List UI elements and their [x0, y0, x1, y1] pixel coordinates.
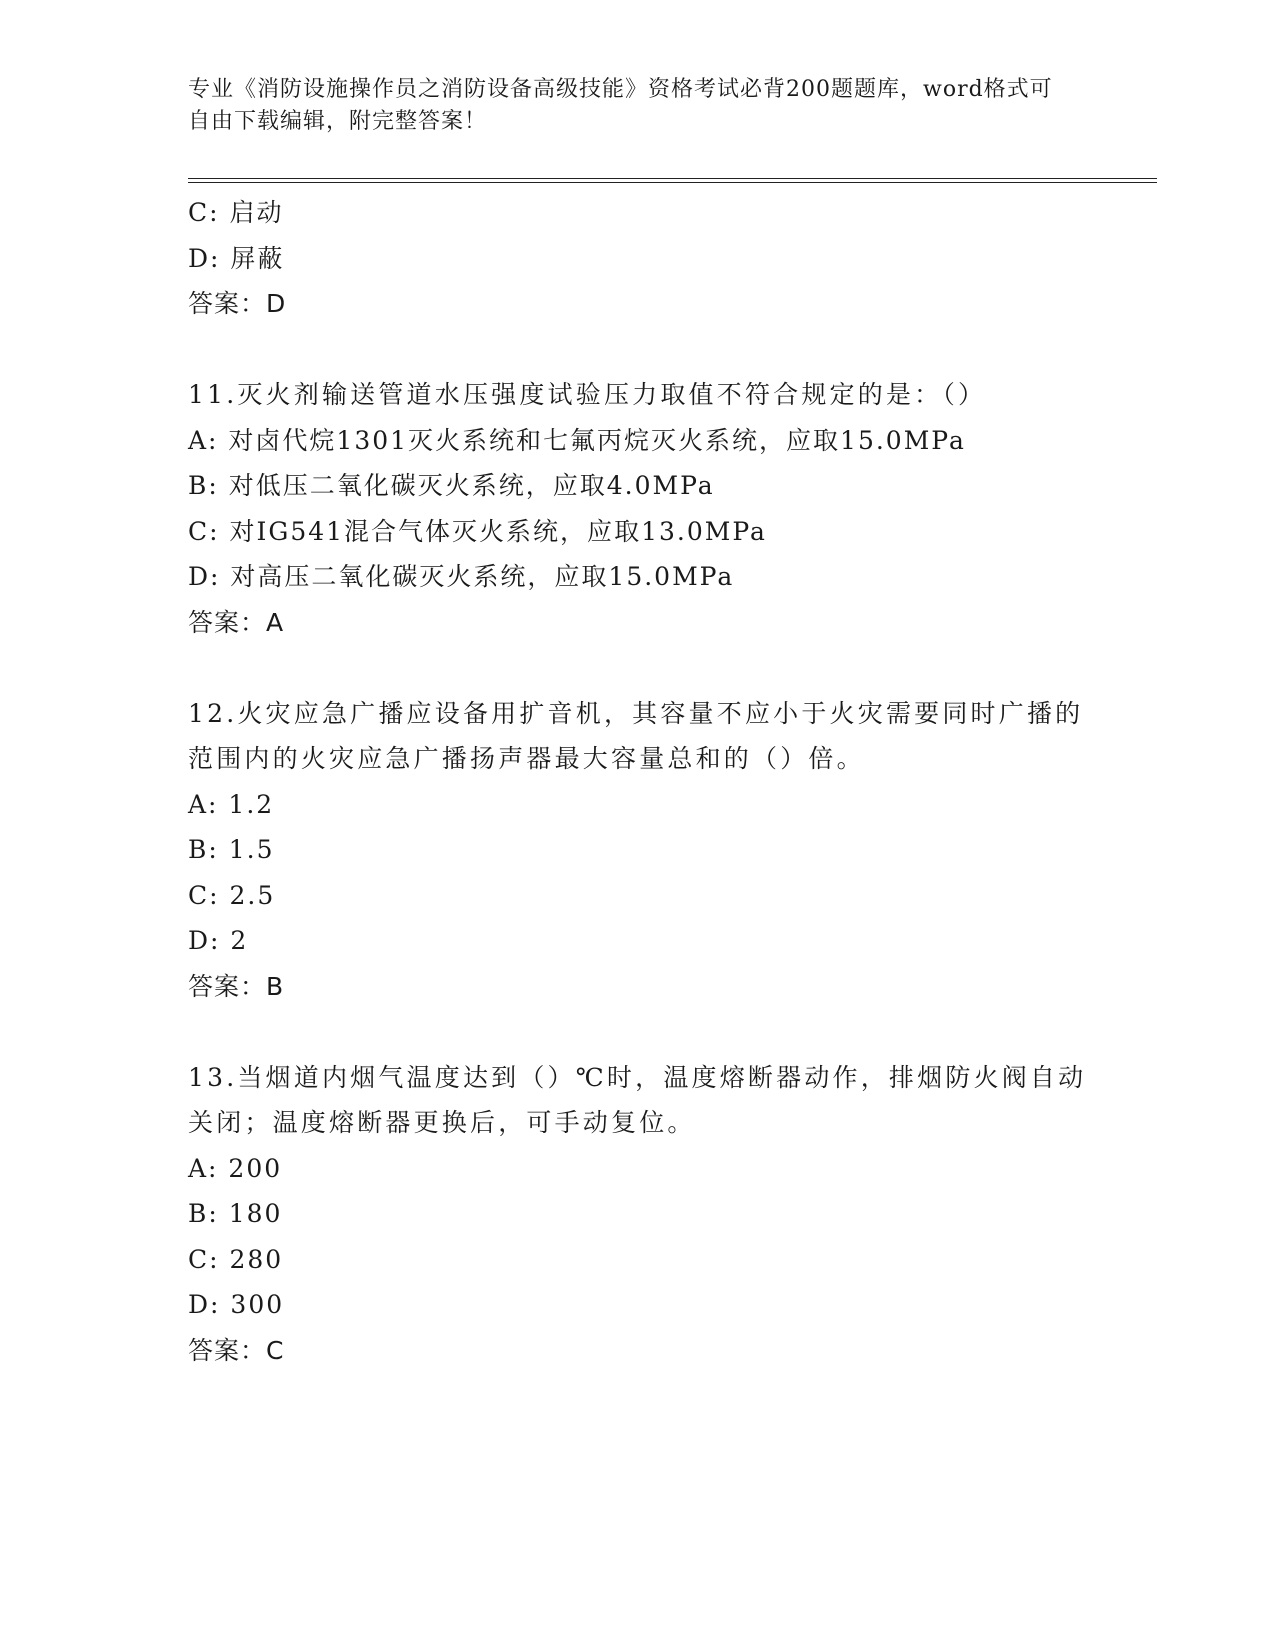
option-d: D: 2 — [188, 926, 249, 955]
partial-question — [188, 190, 1088, 327]
question-12 — [188, 691, 1088, 1010]
spacer — [188, 1009, 1088, 1055]
question-stem: 13.当烟道内烟气温度达到（）℃时，温度熔断器动作，排烟防火阀自动关闭；温度熔断器更换后，可手动复位。 — [188, 1062, 1087, 1137]
option-b: B: 对低压二氧化碳灭火系统，应取4.0MPa — [188, 471, 715, 500]
option-c: C: 280 — [188, 1244, 284, 1274]
option-c: C: 对IG541混合气体灭火系统，应取13.0MPa — [188, 516, 767, 546]
answer: 答案：B — [188, 971, 285, 1001]
answer: 答案：A — [188, 607, 285, 637]
option-b: B: 180 — [188, 1199, 283, 1228]
question-list — [188, 190, 1088, 1373]
spacer — [188, 645, 1088, 691]
spacer — [188, 327, 1088, 373]
question-stem: 12.火灾应急广播应设备用扩音机，其容量不应小于火灾需要同时广播的范围内的火灾应急广播扬声器最大容量总和的（）倍。 — [188, 698, 1084, 773]
answer: 答案：D — [188, 289, 287, 318]
option-c: C: 2.5 — [188, 880, 276, 910]
question-11 — [188, 372, 1088, 645]
option-a: A: 200 — [188, 1153, 283, 1183]
page-header: 专业《消防设施操作员之消防设备高级技能》资格考试必背200题题库，word格式可自由下载编辑，附完整答案！ — [188, 77, 1053, 134]
header-divider — [188, 178, 1157, 183]
option-a: A: 1.2 — [188, 789, 275, 819]
option-d: D: 屏蔽 — [188, 243, 285, 273]
option-d: D: 300 — [188, 1290, 285, 1319]
option-d: D: 对高压二氧化碳灭火系统，应取15.0MPa — [188, 562, 735, 591]
question-13 — [188, 1055, 1088, 1374]
answer: 答案：C — [188, 1335, 285, 1365]
question-stem: 11.灭火剂输送管道水压强度试验压力取值不符合规定的是：（） — [188, 380, 987, 409]
option-a: A: 对卤代烷1301灭火系统和七氟丙烷灭火系统，应取15.0MPa — [188, 425, 966, 455]
option-b: B: 1.5 — [188, 835, 275, 864]
option-c: C: 启动 — [188, 198, 284, 227]
